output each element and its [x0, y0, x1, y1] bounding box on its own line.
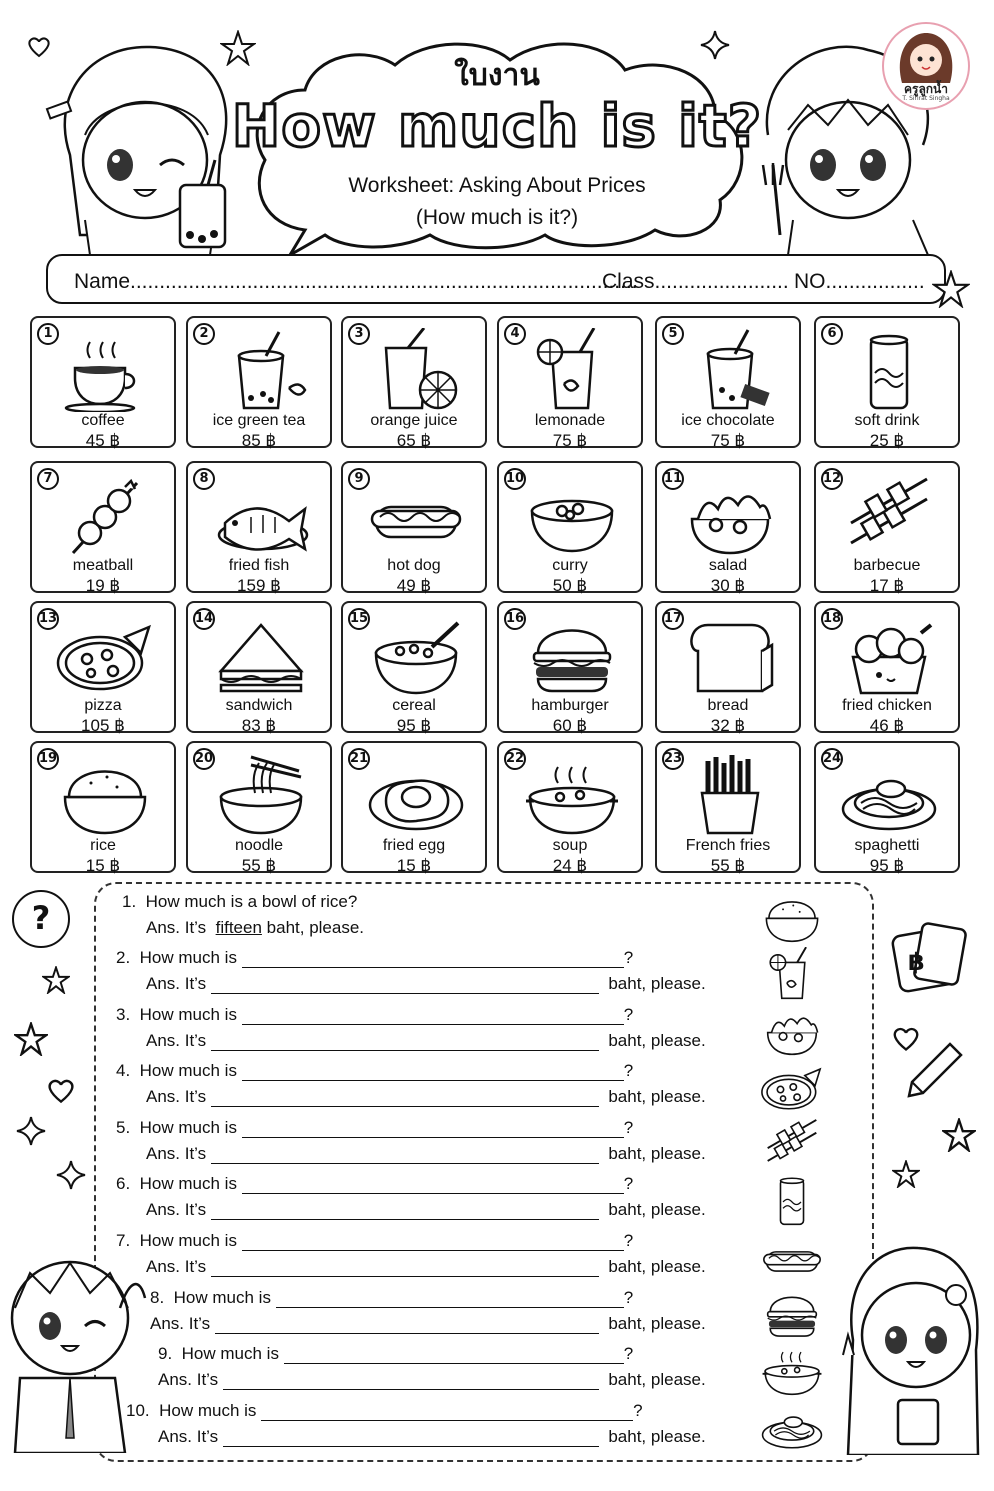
question-row — [150, 1288, 633, 1308]
answer-blank[interactable] — [211, 1205, 599, 1220]
sparkle-icon — [56, 1160, 86, 1190]
question-blank[interactable] — [242, 1010, 624, 1025]
ice-chocolate-icon — [680, 328, 780, 412]
food-picture — [211, 473, 311, 557]
item-number: 11 — [662, 468, 684, 490]
girl-with-book-character-icon — [838, 1240, 988, 1455]
question-row — [116, 948, 633, 968]
name-field[interactable]: Name....................................................................................... — [74, 270, 638, 293]
cereal-bowl-icon — [366, 613, 466, 697]
question-number: 5. — [116, 1118, 131, 1137]
rice-bowl-icon — [760, 890, 824, 944]
food-picture — [839, 328, 939, 412]
food-price: 19 ฿ — [85, 576, 121, 595]
thai-title: ใบงาน — [454, 58, 540, 93]
food-price: 24 ฿ — [552, 856, 588, 875]
food-price: 15 ฿ — [396, 856, 432, 875]
spaghetti-icon — [839, 753, 939, 837]
baht-symbol: ฿ — [908, 948, 925, 976]
question-1 — [122, 892, 357, 912]
food-name: sandwich — [225, 697, 293, 714]
food-card — [814, 601, 960, 733]
food-card — [30, 741, 176, 873]
question-number: 6. — [116, 1174, 131, 1193]
class-field[interactable]: Class....................... — [602, 270, 789, 293]
item-number: 23 — [662, 748, 684, 770]
orange-juice-icon — [366, 328, 466, 412]
food-name: cereal — [392, 697, 436, 714]
food-card — [30, 601, 176, 733]
food-price: 25 ฿ — [869, 431, 905, 450]
food-name: coffee — [81, 412, 125, 429]
question-row — [116, 1174, 633, 1194]
sparkle-icon — [700, 30, 730, 60]
food-picture — [839, 473, 939, 557]
food-card — [497, 741, 643, 873]
food-price: 95 ฿ — [396, 716, 432, 735]
question-blank[interactable] — [284, 1349, 624, 1364]
food-price: 45 ฿ — [85, 431, 121, 450]
star-icon — [932, 270, 970, 308]
question-text: How much is — [139, 1061, 237, 1080]
food-card — [341, 316, 487, 448]
answer-1 — [146, 918, 364, 938]
food-name: lemonade — [534, 412, 606, 429]
heart-icon — [46, 1078, 76, 1104]
answer-row — [146, 974, 706, 994]
food-picture — [211, 328, 311, 412]
food-price: 95 ฿ — [869, 856, 905, 875]
wallet-icon — [888, 918, 968, 994]
hamburger-icon — [522, 613, 622, 697]
answer-suffix: baht, please. — [608, 1031, 706, 1050]
item-number: 16 — [504, 608, 526, 630]
answer-row — [146, 1087, 706, 1107]
salad-bowl-icon — [680, 473, 780, 557]
food-name: rice — [90, 837, 116, 854]
fried-chicken-icon — [839, 613, 939, 697]
star-icon — [220, 30, 256, 66]
food-picture — [211, 613, 311, 697]
question-blank[interactable] — [242, 1179, 624, 1194]
food-card — [186, 601, 332, 733]
food-picture — [680, 328, 780, 412]
question-text: How much is — [173, 1288, 271, 1307]
food-card — [341, 601, 487, 733]
answer-example-word: fifteen — [215, 918, 262, 937]
answer-prefix: Ans. It’s — [146, 1031, 207, 1050]
food-picture — [680, 753, 780, 837]
question-text: How much is a bowl of rice? — [145, 892, 358, 911]
question-mark: ? — [623, 1344, 634, 1363]
question-mark: ? — [623, 1118, 634, 1137]
food-price: 32 ฿ — [710, 716, 746, 735]
hint-picture — [760, 1230, 824, 1288]
item-number: 1 — [37, 323, 59, 345]
answer-row — [150, 1314, 706, 1334]
question-mark: ? — [623, 1288, 634, 1307]
teacher-logo-sub: T. Sirirat Singha — [902, 95, 950, 102]
hint-picture — [760, 947, 824, 1005]
question-blank[interactable] — [276, 1293, 624, 1308]
food-name: fried egg — [382, 837, 446, 854]
food-picture — [522, 613, 622, 697]
question-row — [116, 1061, 633, 1081]
lemonade-icon — [760, 947, 824, 1001]
sandwich-icon — [211, 613, 311, 697]
item-number: 12 — [821, 468, 843, 490]
student-info-bar — [46, 254, 946, 304]
meatball-skewer-icon — [55, 473, 155, 557]
question-number: 7. — [116, 1231, 131, 1250]
food-picture — [211, 753, 311, 837]
item-number: 2 — [193, 323, 215, 345]
food-card — [186, 741, 332, 873]
food-card — [341, 461, 487, 593]
food-name: ice chocolate — [681, 412, 775, 429]
food-price: 55 ฿ — [710, 856, 746, 875]
coffee-cup-icon — [55, 328, 155, 412]
question-mark: ? — [633, 1401, 643, 1420]
number-field[interactable]: NO................. — [794, 270, 925, 293]
question-mark: ? — [623, 1174, 634, 1193]
food-picture — [55, 328, 155, 412]
soup-bowl-icon — [522, 753, 622, 837]
food-name: bread — [707, 697, 749, 714]
answer-row — [146, 1200, 706, 1220]
food-name: hamburger — [531, 697, 609, 714]
question-text: How much is — [159, 1401, 257, 1420]
food-picture — [839, 613, 939, 697]
salad-bowl-icon — [760, 1003, 824, 1057]
question-row — [116, 1005, 633, 1025]
hint-picture — [760, 1286, 824, 1344]
answer-blank[interactable] — [211, 1036, 599, 1051]
food-price: 85 ฿ — [241, 431, 277, 450]
food-name: salad — [708, 557, 748, 574]
soda-can-icon — [839, 328, 939, 412]
food-card — [655, 316, 801, 448]
hint-picture — [760, 1003, 824, 1061]
barbecue-skewer-icon — [760, 1116, 824, 1170]
question-blank[interactable] — [261, 1406, 633, 1421]
food-price: 159 ฿ — [237, 576, 281, 595]
food-name: ice green tea — [212, 412, 306, 429]
fried-fish-icon — [211, 473, 311, 557]
food-picture — [55, 753, 155, 837]
question-number: 9. — [158, 1344, 173, 1363]
item-number: 8 — [193, 468, 215, 490]
food-price: 83 ฿ — [241, 716, 277, 735]
food-name: soup — [552, 837, 588, 854]
answer-prefix: Ans. It’s — [146, 1087, 207, 1106]
answer-blank[interactable] — [211, 979, 599, 994]
question-mark: ? — [623, 1061, 634, 1080]
question-blank[interactable] — [242, 1123, 624, 1138]
food-name: meatball — [72, 557, 134, 574]
worksheet-subtitle-2: (How much is it?) — [415, 206, 579, 229]
food-picture — [680, 473, 780, 557]
question-blank[interactable] — [242, 953, 624, 968]
food-card — [186, 461, 332, 593]
teacher-logo-name: ครูลูกน้ำ — [903, 82, 949, 96]
spaghetti-icon — [760, 1399, 824, 1453]
fried-egg-icon — [366, 753, 466, 837]
pizza-icon — [55, 613, 155, 697]
food-card — [341, 741, 487, 873]
question-mark: ? — [623, 948, 634, 967]
hint-picture — [760, 1116, 824, 1174]
answer-blank[interactable] — [215, 1319, 599, 1334]
question-blank[interactable] — [242, 1236, 624, 1251]
answer-blank[interactable] — [211, 1149, 599, 1164]
star-icon — [942, 1118, 976, 1152]
answer-blank[interactable] — [211, 1262, 599, 1277]
food-picture — [55, 613, 155, 697]
food-price: 105 ฿ — [81, 716, 125, 735]
question-text: How much is — [139, 1231, 237, 1250]
food-name: fried chicken — [842, 697, 932, 714]
food-picture — [522, 753, 622, 837]
item-number: 13 — [37, 608, 59, 630]
item-number: 9 — [348, 468, 370, 490]
question-text: How much is — [139, 1174, 237, 1193]
soda-can-icon — [760, 1173, 824, 1227]
food-price: 30 ฿ — [710, 576, 746, 595]
item-number: 22 — [504, 748, 526, 770]
answer-suffix: baht, please. — [608, 1314, 706, 1333]
curry-bowl-icon — [522, 473, 622, 557]
answer-suffix: baht, please. — [608, 1257, 706, 1276]
item-number: 19 — [37, 748, 59, 770]
heart-icon — [27, 36, 51, 58]
answer-prefix: Ans. It’s — [146, 1257, 207, 1276]
answer-prefix: Ans. It’s — [158, 1370, 219, 1389]
food-name: spaghetti — [854, 837, 920, 854]
food-price: 55 ฿ — [241, 856, 277, 875]
answer-prefix: Ans. It’s — [146, 1144, 207, 1163]
question-number: 2. — [116, 948, 131, 967]
food-name: hot dog — [387, 557, 441, 574]
food-name: curry — [552, 557, 588, 574]
teacher-logo — [882, 22, 970, 110]
answer-row — [158, 1370, 706, 1390]
question-text: How much is — [139, 1005, 237, 1024]
question-bubble — [12, 890, 70, 948]
answer-prefix: Ans. It’s — [150, 1314, 211, 1333]
pencil-icon — [905, 1040, 965, 1100]
star-icon — [14, 1022, 48, 1056]
question-text: How much is — [139, 948, 237, 967]
answer-prefix: Ans. It’s — [158, 1427, 219, 1446]
answer-blank[interactable] — [223, 1432, 599, 1447]
star-icon — [42, 966, 70, 994]
green-tea-icon — [211, 328, 311, 412]
food-picture — [366, 753, 466, 837]
food-picture — [680, 613, 780, 697]
question-row — [126, 1401, 643, 1421]
food-name: soft drink — [854, 412, 920, 429]
food-card — [30, 316, 176, 448]
answer-suffix: baht, please. — [608, 1087, 706, 1106]
food-price: 17 ฿ — [869, 576, 905, 595]
food-picture — [366, 613, 466, 697]
food-card — [497, 316, 643, 448]
item-number: 17 — [662, 608, 684, 630]
answer-blank[interactable] — [223, 1375, 599, 1390]
food-card — [186, 316, 332, 448]
question-number: 3. — [116, 1005, 131, 1024]
hamburger-icon — [760, 1286, 824, 1340]
food-price: 75 ฿ — [710, 431, 746, 450]
hot-dog-icon — [760, 1230, 824, 1284]
rice-bowl-icon — [55, 753, 155, 837]
food-card — [814, 461, 960, 593]
food-picture — [522, 473, 622, 557]
hint-picture — [760, 1399, 824, 1457]
lemonade-icon — [522, 328, 622, 412]
question-row — [158, 1344, 633, 1364]
food-price: 75 ฿ — [552, 431, 588, 450]
answer-prefix: Ans. It’s — [146, 1200, 207, 1219]
hot-dog-icon — [366, 473, 466, 557]
food-card — [497, 461, 643, 593]
star-icon — [892, 1160, 920, 1188]
food-card — [655, 741, 801, 873]
item-number: 10 — [504, 468, 526, 490]
question-mark: ? — [623, 1005, 634, 1024]
question-number: 8. — [150, 1288, 165, 1307]
item-number: 15 — [348, 608, 370, 630]
hint-picture — [760, 1173, 824, 1231]
food-picture — [366, 473, 466, 557]
item-number: 21 — [348, 748, 370, 770]
food-name: pizza — [84, 697, 122, 714]
hint-picture — [760, 1343, 824, 1401]
answer-suffix: baht, please. — [608, 1370, 706, 1389]
food-card — [497, 601, 643, 733]
food-price: 15 ฿ — [85, 856, 121, 875]
question-blank[interactable] — [242, 1066, 624, 1081]
food-card — [814, 316, 960, 448]
answer-suffix: baht, please. — [608, 1200, 706, 1219]
answer-row — [146, 1031, 706, 1051]
food-picture — [366, 328, 466, 412]
food-card — [655, 461, 801, 593]
bread-icon — [680, 613, 780, 697]
waving-boy-character-icon — [0, 1238, 150, 1453]
food-price: 65 ฿ — [396, 431, 432, 450]
food-name: French fries — [685, 837, 771, 854]
question-text: How much is — [181, 1344, 279, 1363]
answer-suffix: baht, please. — [608, 1427, 706, 1446]
noodle-bowl-icon — [211, 753, 311, 837]
food-picture — [522, 328, 622, 412]
question-number: 1. — [122, 892, 137, 911]
answer-blank[interactable] — [211, 1092, 599, 1107]
item-number: 24 — [821, 748, 843, 770]
answer-row — [146, 1257, 706, 1277]
french-fries-icon — [680, 753, 780, 837]
main-title: How much is it? — [231, 92, 763, 160]
food-name: barbecue — [853, 557, 921, 574]
item-number: 6 — [821, 323, 843, 345]
food-price: 49 ฿ — [396, 576, 432, 595]
food-card — [814, 741, 960, 873]
question-number: 4. — [116, 1061, 131, 1080]
food-name: fried fish — [228, 557, 290, 574]
teacher-avatar-icon — [884, 28, 968, 88]
item-number: 4 — [504, 323, 526, 345]
question-row — [116, 1231, 633, 1251]
girl-character-icon — [40, 35, 250, 255]
hint-picture — [760, 1060, 824, 1118]
food-card — [30, 461, 176, 593]
answer-row — [158, 1427, 706, 1447]
food-picture — [55, 473, 155, 557]
answer-prefix: Ans. It’s — [146, 918, 207, 937]
item-number: 3 — [348, 323, 370, 345]
question-number: 10. — [126, 1401, 150, 1420]
question-mark: ? — [623, 1231, 634, 1250]
barbecue-skewer-icon — [839, 473, 939, 557]
item-number: 5 — [662, 323, 684, 345]
item-number: 7 — [37, 468, 59, 490]
item-number: 14 — [193, 608, 215, 630]
answer-suffix: baht, please. — [266, 918, 365, 937]
item-number: 20 — [193, 748, 215, 770]
answer-prefix: Ans. It’s — [146, 974, 207, 993]
food-price: 46 ฿ — [869, 716, 905, 735]
answer-row — [146, 1144, 706, 1164]
food-price: 50 ฿ — [552, 576, 588, 595]
answer-suffix: baht, please. — [608, 1144, 706, 1163]
food-card — [655, 601, 801, 733]
food-price: 60 ฿ — [552, 716, 588, 735]
question-row — [116, 1118, 633, 1138]
question-mark: ? — [31, 899, 51, 937]
worksheet-subtitle: Worksheet: Asking About Prices — [348, 174, 646, 197]
item-number: 18 — [821, 608, 843, 630]
soup-bowl-icon — [760, 1343, 824, 1397]
hint-picture — [760, 890, 824, 948]
answer-suffix: baht, please. — [608, 974, 706, 993]
food-name: noodle — [234, 837, 284, 854]
sparkle-icon — [16, 1116, 46, 1146]
food-name: orange juice — [370, 412, 458, 429]
question-text: How much is — [139, 1118, 237, 1137]
pizza-icon — [760, 1060, 824, 1114]
food-picture — [839, 753, 939, 837]
